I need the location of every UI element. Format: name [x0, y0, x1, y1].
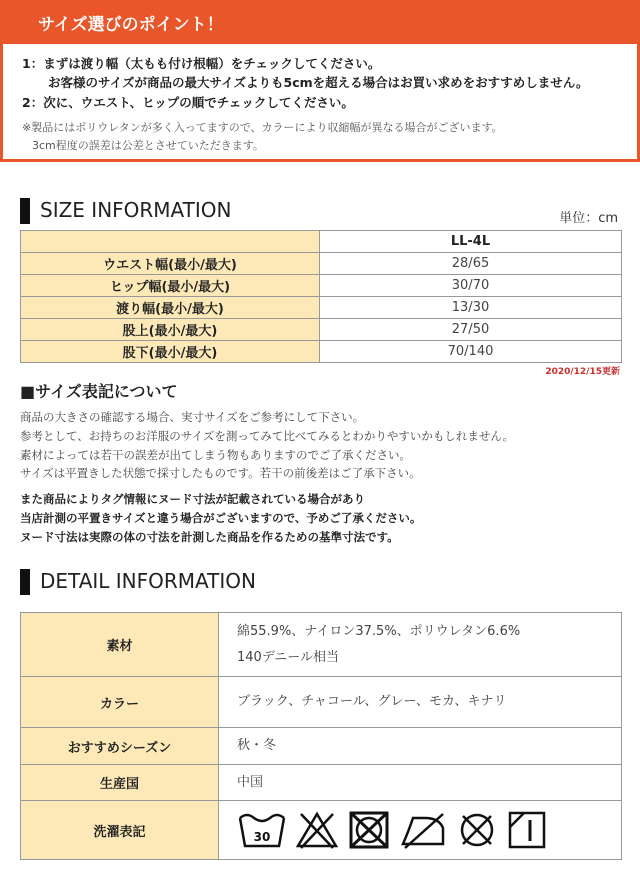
wash-30-icon: [237, 810, 287, 850]
size-points-banner: [0, 0, 640, 44]
size-row-value: 27/50: [320, 319, 622, 341]
line-dry-shade-icon: [507, 810, 547, 850]
size-column-header: LL-4L: [320, 231, 622, 253]
size-heading-bar: [20, 198, 30, 224]
table-row: [21, 341, 622, 363]
size-row-label: 股上(最小/最大): [21, 319, 320, 341]
point-2: 2：次に、ウエスト、ヒップの順でチェックしてください。: [22, 95, 354, 110]
size-heading: SIZE INFORMATION: [40, 198, 232, 222]
size-row-label: 股下(最小/最大): [21, 341, 320, 363]
table-row: [21, 253, 622, 275]
table-row: [21, 765, 622, 801]
wash-temp: 30: [253, 830, 271, 844]
table-row: [21, 613, 622, 677]
material-value: [219, 613, 622, 677]
size-row-value: 13/30: [320, 297, 622, 319]
season-value: 秋・冬: [219, 728, 622, 765]
point-1: 1：まずは渡り幅（太もも付け根幅）をチェックしてください。: [22, 56, 381, 71]
size-row-value: 30/70: [320, 275, 622, 297]
notation-text: 素材によっては若干の誤差が出てしまう物もありますのでご了承ください。: [20, 448, 411, 462]
size-row-label: 渡り幅(最小/最大): [21, 297, 320, 319]
detail-table: [20, 612, 622, 860]
size-row-label: ヒップ幅(最小/最大): [21, 275, 320, 297]
detail-heading: DETAIL INFORMATION: [40, 569, 256, 593]
wash-label: 洗濯表記: [21, 801, 219, 860]
table-row: [21, 275, 622, 297]
table-row: [21, 728, 622, 765]
updated-date: 2020/12/15更新: [545, 367, 620, 377]
no-bleach-icon: [295, 810, 339, 850]
material-composition: 綿55.9%、ナイロン37.5%、ポリウレタン6.6%: [237, 623, 521, 639]
table-row: [21, 677, 622, 728]
notation-text: 商品の大きさの確認する場合、実寸サイズをご参考にして下さい。: [20, 410, 365, 424]
material-denier: 140デニール相当: [237, 649, 340, 665]
season-label: おすすめシーズン: [21, 728, 219, 765]
point-1-detail: お客様のサイズが商品の最大サイズよりも5cmを超える場合はお買い求めをおすすめしません。: [48, 75, 589, 90]
notation-title: ■サイズ表記について: [20, 382, 178, 401]
color-value: ブラック、チャコール、グレー、モカ、キナリ: [219, 677, 622, 728]
no-tumble-dry-icon: [347, 810, 391, 850]
notation-bold-text: ヌード寸法は実際の体の寸法を計測した商品を作るための基準寸法です。: [20, 530, 399, 544]
size-row-value: 28/65: [320, 253, 622, 275]
notation-bold-text: 当店計測の平置きサイズと違う場合がございますので、予めご了承ください。: [20, 511, 422, 525]
point-note-2: 3cm程度の誤差は公差とさせていただきます。: [32, 139, 264, 152]
size-unit: 単位：cm: [559, 211, 618, 226]
table-row: [21, 801, 622, 860]
origin-value: 中国: [219, 765, 622, 801]
wash-icons: [219, 801, 622, 860]
size-points-title: サイズ選びのポイント！: [38, 15, 224, 35]
table-row: [21, 231, 622, 253]
point-note-1: ※製品にはポリウレタンが多く入ってますので、カラーにより収縮幅が異なる場合がございます。: [22, 121, 503, 134]
iron-low-icon: [399, 810, 447, 850]
table-row: [21, 297, 622, 319]
table-corner: [21, 231, 320, 253]
notation-text: 参考として、お持ちのお洋服のサイズを測ってみて比べてみるとわかりやすいかもしれません。: [20, 429, 515, 443]
origin-label: 生産国: [21, 765, 219, 801]
no-dry-clean-icon: [455, 810, 499, 850]
size-table: [20, 230, 622, 363]
notation-text: サイズは平置きした状態で採寸したものです。若干の前後差はご了承下さい。: [20, 466, 421, 480]
color-label: カラー: [21, 677, 219, 728]
notation-bold-text: また商品によりタグ情報にヌード寸法が記載されている場合があり: [20, 492, 365, 506]
material-label: 素材: [21, 613, 219, 677]
size-row-label: ウエスト幅(最小/最大): [21, 253, 320, 275]
table-row: [21, 319, 622, 341]
detail-heading-bar: [20, 569, 30, 595]
size-row-value: 70/140: [320, 341, 622, 363]
